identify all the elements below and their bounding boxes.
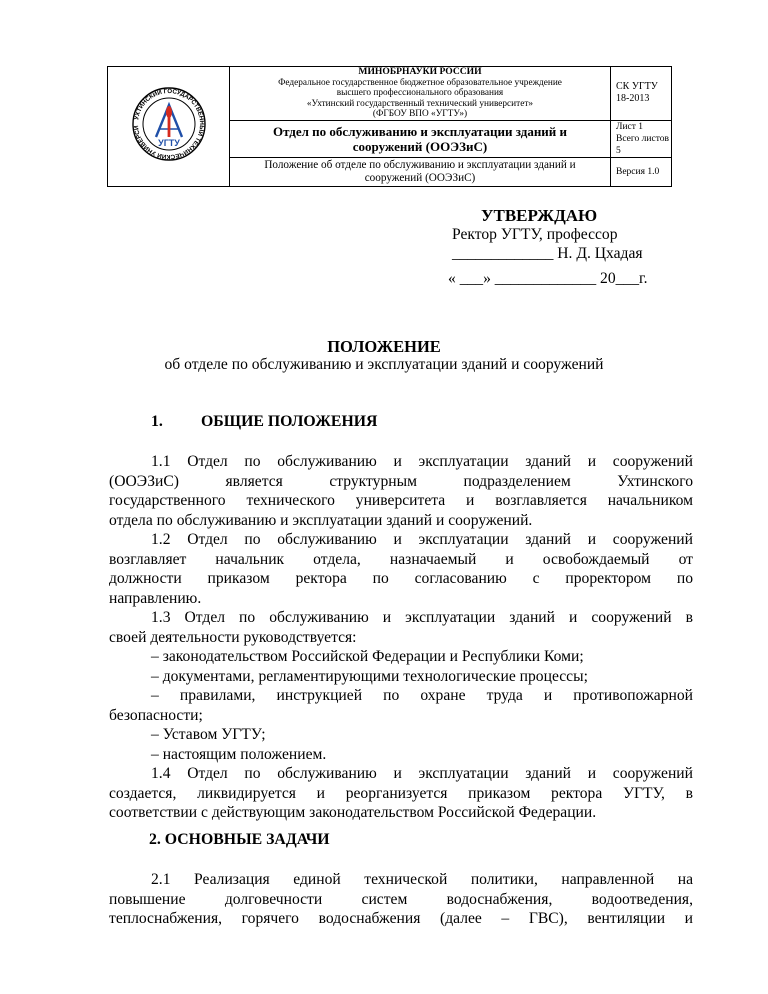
section-1-title: ОБЩИЕ ПОЛОЖЕНИЯ [201, 413, 378, 430]
paragraph-1-4-line-3: соответствии с действующим законодательством Российской Федерации. [109, 804, 597, 821]
org-line-1: Федеральное государственное бюджетное образовательное учреждение [278, 77, 562, 88]
approval-heading: УТВЕРЖДАЮ [481, 206, 598, 225]
ministry-name: МИНОБРНАУКИ РОССИИ [358, 66, 482, 77]
approval-date-line: « ___» _____________ 20___г. [448, 270, 648, 287]
list-item-documents: – документами, регламентирующими технологические процессы; [151, 667, 588, 685]
paragraph-2-1-line-3: теплоснабжения, горячего водоснабжения (далее – ГВС), вентиляции и [109, 910, 693, 927]
standard-year: 18-2013 [616, 93, 650, 105]
list-item-charter: – Уставом УГТУ; [151, 726, 266, 743]
paragraph-1-4-line-2: создается, ликвидируется и реорганизуется приказом ректора УГТУ, в [109, 784, 693, 802]
standard-code-cell [611, 67, 672, 121]
paragraph-1-1-line-2: (ООЭЗиС) является структурным подразделением Ухтинского [109, 472, 693, 490]
section-1-body [109, 452, 693, 823]
org-line-3: «Ухтинский государственный технический университет» [306, 98, 534, 109]
sheet-number: Лист 1 [616, 121, 644, 132]
section-1-number: 1. [151, 413, 163, 430]
org-line-2: высшего профессионального образования [336, 88, 504, 98]
document-header-table [107, 66, 672, 187]
document-line-1: Положение об отделе по обслуживанию и эксплуатации зданий и [264, 158, 576, 171]
department-line-1: Отдел по обслуживанию и эксплуатации зданий и [272, 123, 568, 139]
logo-cell [108, 67, 230, 187]
paragraph-1-2-line-1: 1.2 Отдел по обслуживанию и эксплуатации зданий и сооружений [151, 531, 693, 548]
svg-text:УХТИНСКИЙ ГОСУДАРСТВЕННЫЙ ТЕХН: УХТИНСКИЙ ГОСУДАРСТВЕННЫЙ ТЕХНИЧЕСКИЙ УНИВЕРСИ [132, 87, 205, 160]
paragraph-1-1-line-1: 1.1 Отдел по обслуживанию и эксплуатации зданий и сооружений [151, 453, 693, 470]
paragraph-1-1-line-3: государственного технического университета и возглавляется начальником [109, 492, 693, 509]
approval-position: Ректор УГТУ, профессор [452, 226, 618, 243]
paragraph-1-2-line-4: направлению. [109, 589, 202, 607]
paragraph-1-4-line-1: 1.4 Отдел по обслуживанию и эксплуатации зданий и сооружений [151, 765, 693, 782]
section-1-heading [151, 413, 377, 431]
paragraph-1-3-line-2: своей деятельности руководствуется: [109, 628, 357, 646]
paragraph-2-1-line-2: повышение долговечности систем водоснабжения, водоотведения, [109, 890, 693, 908]
department-line-2: сооружений (ООЭЗиС) [352, 138, 488, 154]
paragraph-1-1-line-4: отдела по обслуживанию и эксплуатации зданий и сооружений. [109, 511, 533, 529]
list-item-rules-line-1: – правилами, инструкцией по охране труда и противопожарной [151, 687, 693, 704]
version-cell [611, 157, 672, 186]
paragraph-1-2-line-3: должности приказом ректора по согласованию с проректором по [109, 570, 693, 587]
paragraph-1-2-line-2: возглавляет начальник отдела, назначаемый и освобождаемый от [109, 550, 693, 568]
list-item-rules-line-2: безопасности; [109, 706, 203, 724]
approval-signature-line: _____________ Н. Д. Цхадая [452, 245, 643, 262]
list-item-legislation: – законодательством Российской Федерации и Республики Коми; [151, 648, 584, 665]
standard-code: СК УГТУ [616, 81, 658, 93]
org-line-4: (ФГБОУ ВПО «УГТУ») [372, 109, 468, 119]
organization-info-cell [230, 67, 611, 121]
section-2-body [109, 870, 693, 929]
approval-block [448, 206, 648, 288]
paragraph-2-1-line-1: 2.1 Реализация единой технической политики, направленной на [151, 871, 693, 888]
sheets-total: Всего листов 5 [616, 133, 669, 156]
sheet-info-cell [611, 120, 672, 157]
section-2-heading: 2. ОСНОВНЫЕ ЗАДАЧИ [149, 831, 330, 848]
university-logo-icon [130, 85, 208, 163]
document-title: ПОЛОЖЕНИЕ [327, 337, 441, 356]
version: Версия 1.0 [616, 166, 660, 177]
list-item-regulation: – настоящим положением. [151, 745, 327, 763]
document-subtitle: об отделе по обслуживанию и эксплуатации зданий и сооружений [164, 356, 604, 373]
svg-text:УГТУ: УГТУ [157, 137, 180, 148]
department-name-cell [230, 120, 611, 157]
document-line-2: сооружений (ООЭЗиС) [364, 171, 476, 184]
paragraph-1-3-line-1: 1.3 Отдел по обслуживанию и эксплуатации зданий и сооружений в [151, 609, 693, 626]
document-name-cell [230, 157, 611, 186]
